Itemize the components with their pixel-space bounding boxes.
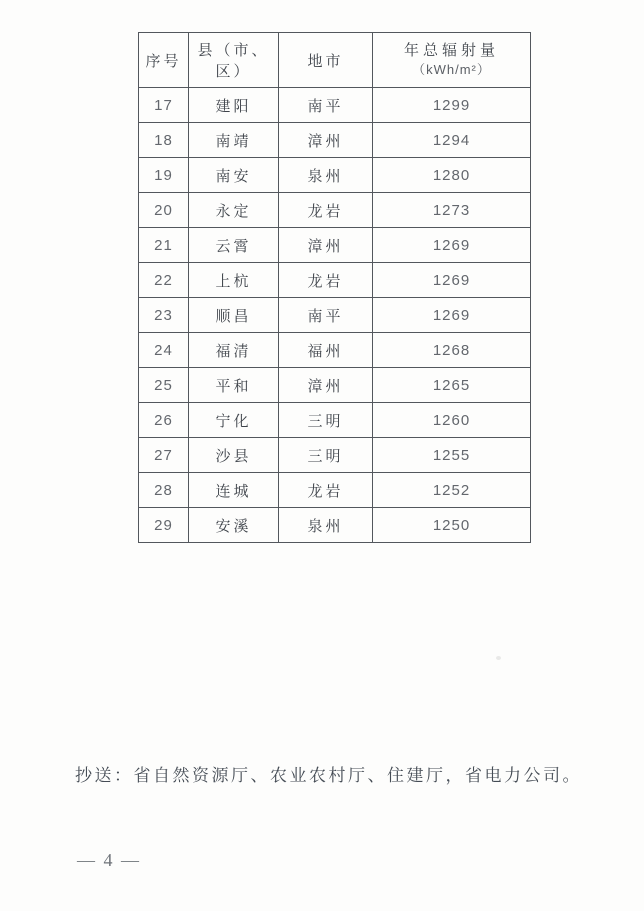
- table-row: [139, 88, 531, 123]
- cell-county: 沙县: [189, 438, 279, 473]
- cell-index: 24: [139, 333, 189, 368]
- cell-radiation: 1250: [373, 508, 531, 543]
- table-row: [139, 228, 531, 263]
- scan-artifact: [496, 656, 501, 660]
- table-row: [139, 123, 531, 158]
- cell-city: 龙岩: [279, 263, 373, 298]
- table-row: [139, 333, 531, 368]
- cell-radiation: 1299: [373, 88, 531, 123]
- cell-index: 19: [139, 158, 189, 193]
- cell-city: 南平: [279, 298, 373, 333]
- cell-radiation: 1269: [373, 298, 531, 333]
- table-row: [139, 193, 531, 228]
- cell-city: 泉州: [279, 508, 373, 543]
- cell-index: 20: [139, 193, 189, 228]
- cell-county: 顺昌: [189, 298, 279, 333]
- cell-county: 宁化: [189, 403, 279, 438]
- page-number: — 4 —: [77, 850, 141, 870]
- cell-index: 25: [139, 368, 189, 403]
- header-radiation-title: 年总辐射量: [403, 43, 499, 60]
- cell-city: 龙岩: [279, 473, 373, 508]
- cell-city: 漳州: [279, 123, 373, 158]
- cell-radiation: 1269: [373, 263, 531, 298]
- cell-index: 23: [139, 298, 189, 333]
- table-row: [139, 263, 531, 298]
- cell-county: 平和: [189, 368, 279, 403]
- radiation-table: [138, 32, 531, 543]
- cell-city: 漳州: [279, 368, 373, 403]
- table-row: [139, 508, 531, 543]
- cell-index: 17: [139, 88, 189, 123]
- cell-radiation: 1252: [373, 473, 531, 508]
- header-county: 县（市、区）: [189, 33, 279, 88]
- cell-radiation: 1294: [373, 123, 531, 158]
- header-radiation-unit: （kWh/m²）: [412, 62, 491, 78]
- table-row: [139, 473, 531, 508]
- cell-city: 福州: [279, 333, 373, 368]
- table-row: [139, 158, 531, 193]
- cell-radiation: 1269: [373, 228, 531, 263]
- cell-county: 南靖: [189, 123, 279, 158]
- cell-index: 26: [139, 403, 189, 438]
- cell-radiation: 1273: [373, 193, 531, 228]
- cell-county: 连城: [189, 473, 279, 508]
- cell-index: 18: [139, 123, 189, 158]
- cell-index: 21: [139, 228, 189, 263]
- cell-county: 安溪: [189, 508, 279, 543]
- cell-radiation: 1255: [373, 438, 531, 473]
- cell-city: 漳州: [279, 228, 373, 263]
- cell-city: 龙岩: [279, 193, 373, 228]
- header-city: 地市: [279, 33, 373, 88]
- table-row: [139, 298, 531, 333]
- table-row: [139, 403, 531, 438]
- header-row: [139, 33, 531, 88]
- cell-index: 28: [139, 473, 189, 508]
- cell-radiation: 1280: [373, 158, 531, 193]
- cell-radiation: 1260: [373, 403, 531, 438]
- cell-city: 三明: [279, 403, 373, 438]
- cell-county: 云霄: [189, 228, 279, 263]
- cell-radiation: 1265: [373, 368, 531, 403]
- cell-index: 29: [139, 508, 189, 543]
- cell-county: 上杭: [189, 263, 279, 298]
- cell-city: 三明: [279, 438, 373, 473]
- cell-county: 建阳: [189, 88, 279, 123]
- table-header: [139, 33, 531, 88]
- cell-radiation: 1268: [373, 333, 531, 368]
- table-body: [139, 88, 531, 543]
- header-index: 序号: [139, 33, 189, 88]
- cc-line: 抄送：省自然资源厅、农业农村厅、住建厅，省电力公司。: [75, 766, 582, 785]
- table-row: [139, 438, 531, 473]
- cell-index: 27: [139, 438, 189, 473]
- cell-county: 永定: [189, 193, 279, 228]
- table-row: [139, 368, 531, 403]
- cell-city: 南平: [279, 88, 373, 123]
- cell-county: 福清: [189, 333, 279, 368]
- cell-index: 22: [139, 263, 189, 298]
- cell-city: 泉州: [279, 158, 373, 193]
- header-radiation: [373, 33, 531, 88]
- cell-county: 南安: [189, 158, 279, 193]
